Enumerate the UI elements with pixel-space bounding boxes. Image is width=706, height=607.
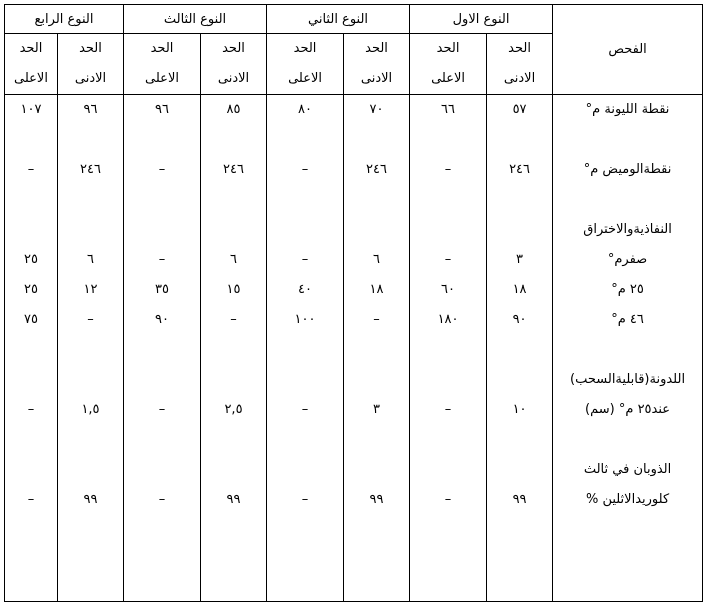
ductility-label-line2: عند٢٥ م° (سم) [585, 402, 671, 417]
type2-min-column: ٧٠ ٢٤٦ ٦ ١٨ – ٣ ٩٩ [344, 95, 410, 602]
type2-max-header: الحد الاعلى [267, 34, 344, 95]
flash-label: نقطةالوميض م° [583, 162, 672, 177]
exam-column [553, 95, 703, 602]
solubility-label-line1: الذوبان في ثالث [583, 462, 672, 477]
type3-max-header: الحد الاعلى [124, 34, 201, 95]
penetration-title: النفاذيةوالاختراق [583, 222, 672, 237]
type4-min-header: الحد الادنى [58, 34, 124, 95]
type1-max-column: ٦٦ – – ٦٠ ١٨٠ – – [410, 95, 487, 602]
type1-max-header: الحد الاعلى [410, 34, 487, 95]
type1-header: النوع الاول [410, 5, 553, 34]
type3-header: النوع الثالث [124, 5, 267, 34]
type1-min-header: الحد الادنى [487, 34, 553, 95]
type2-max-column: ٨٠ – – ٤٠ ١٠٠ – – [267, 95, 344, 602]
ductility-label-line1: اللدونة(قابليةالسحب) [570, 372, 686, 387]
type2-min-header: الحد الادنى [344, 34, 410, 95]
penetration-46c-label: ٤٦ م° [611, 312, 644, 327]
type4-min-column: ٩٦ ٢٤٦ ٦ ١٢ – ١,٥ ٩٩ [58, 95, 124, 602]
penetration-25c-label: ٢٥ م° [611, 282, 644, 297]
softening-label: نقطة الليونة م° [585, 102, 670, 117]
table-body [5, 95, 703, 602]
solubility-label-line2: كلوريدالاثلين % [585, 492, 670, 507]
type3-min-column: ٨٥ ٢٤٦ ٦ ١٥ – ٢,٥ ٩٩ [201, 95, 267, 602]
type4-max-header: الحد الاعلى [5, 34, 58, 95]
specification-table [4, 4, 703, 602]
exam-header: الفحص [553, 5, 703, 95]
type4-max-column: ١٠٧ – ٢٥ ٢٥ ٧٥ – – [5, 95, 58, 602]
penetration-0c-label: صفرم° [607, 252, 648, 267]
type1-min-column: ٥٧ ٢٤٦ ٣ ١٨ ٩٠ ١٠ ٩٩ [487, 95, 553, 602]
type3-max-column: ٩٦ – – ٣٥ ٩٠ – – [124, 95, 201, 602]
type2-header: النوع الثاني [267, 5, 410, 34]
header-row-types [5, 5, 703, 34]
type3-min-header: الحد الادنى [201, 34, 267, 95]
type4-header: النوع الرابع [5, 5, 124, 34]
